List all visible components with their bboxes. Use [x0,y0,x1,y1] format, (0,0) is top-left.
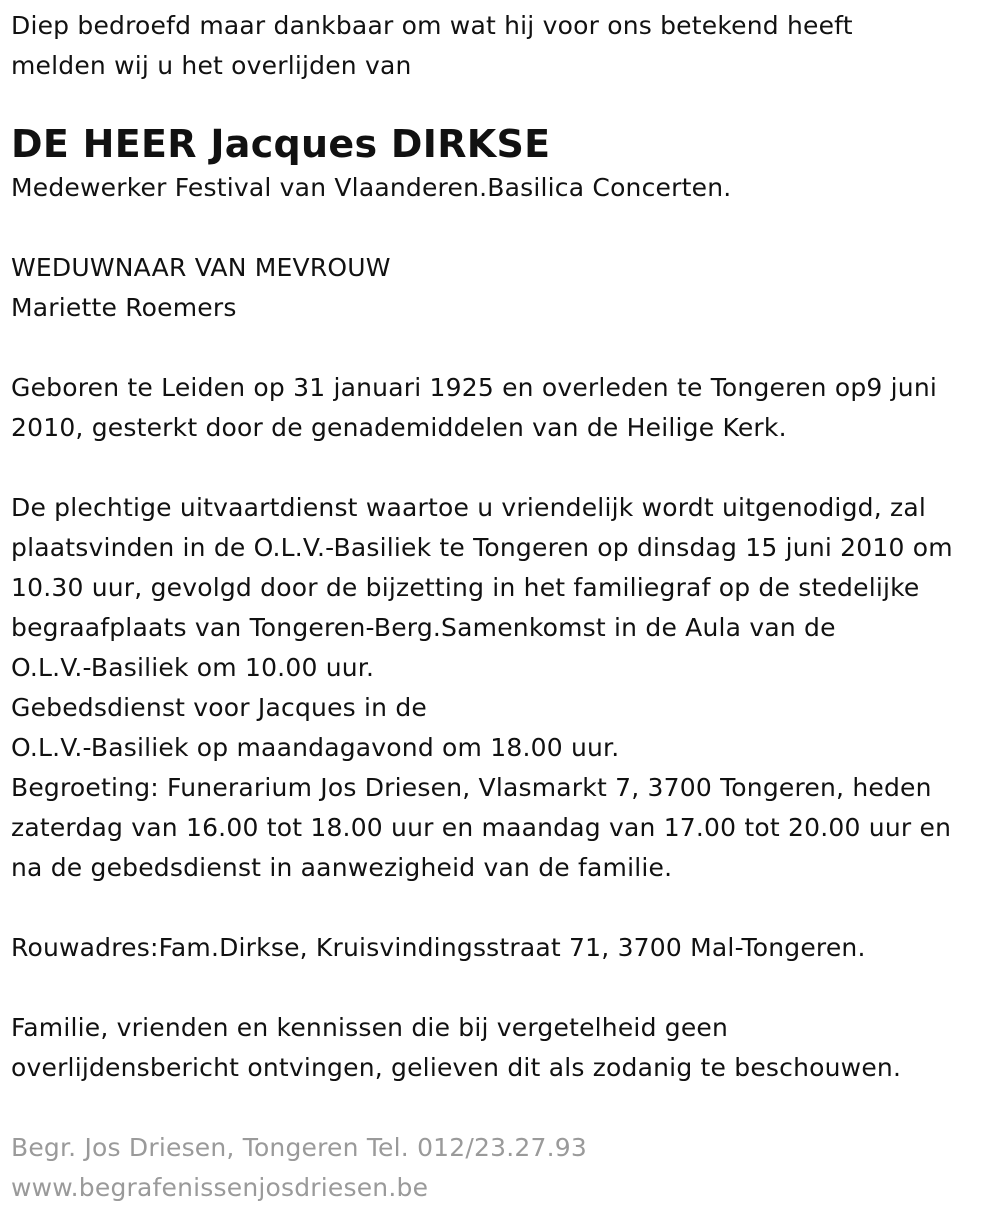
service-line: 10.30 uur, gevolgd door de bijzetting in het familiegraf op de stedelijke [11,573,920,602]
spouse-name: Mariette Roemers [11,293,237,322]
service-line: Begroeting: Funerarium Jos Driesen, Vlasmarkt 7, 3700 Tongeren, heden [11,773,932,802]
service-line: zaterdag van 16.00 tot 18.00 uur en maandag van 17.00 tot 20.00 uur en [11,813,952,842]
occupation: Medewerker Festival van Vlaanderen.Basilica Concerten. [11,173,732,202]
notice-line: Familie, vrienden en kennissen die bij vergetelheid geen [11,1013,729,1042]
website-link[interactable]: www.begrafenissenjosdriesen.be [11,1173,429,1202]
service-line: na de gebedsdienst in aanwezigheid van de familie. [11,853,673,882]
birth-death-line: 2010, gesterkt door de genademiddelen van de Heilige Kerk. [11,413,787,442]
notice-line: overlijdensbericht ontvingen, gelieven dit als zodanig te beschouwen. [11,1053,902,1082]
service-line: begraafplaats van Tongeren-Berg.Samenkomst in de Aula van de [11,613,836,642]
service-paragraph [11,488,996,888]
mourning-address: Rouwadres:Fam.Dirkse, Kruisvindingsstraat 71, 3700 Mal-Tongeren. [11,933,866,962]
intro-paragraph [11,6,996,86]
obituary-notice [11,0,996,1208]
notice-paragraph [11,1008,996,1088]
service-line: Gebedsdienst voor Jacques in de [11,693,428,722]
service-line: plaatsvinden in de O.L.V.-Basiliek te Tongeren op dinsdag 15 juni 2010 om [11,533,953,562]
undertaker-info: Begr. Jos Driesen, Tongeren Tel. 012/23.27.93 [11,1133,587,1162]
deceased-name: DE HEER Jacques DIRKSE [11,122,551,166]
spouse-block [11,248,996,328]
birth-death-line: Geboren te Leiden op 31 januari 1925 en overleden te Tongeren op9 juni [11,373,938,402]
service-line: O.L.V.-Basiliek op maandagavond om 18.00 uur. [11,733,620,762]
service-line: O.L.V.-Basiliek om 10.00 uur. [11,653,375,682]
service-line: De plechtige uitvaartdienst waartoe u vriendelijk wordt uitgenodigd, zal [11,493,926,522]
footer [11,1128,996,1208]
birth-death-paragraph [11,368,996,448]
intro-line: melden wij u het overlijden van [11,51,412,80]
spouse-title: WEDUWNAAR VAN MEVROUW [11,253,391,282]
intro-line: Diep bedroefd maar dankbaar om wat hij voor ons betekend heeft [11,11,853,40]
